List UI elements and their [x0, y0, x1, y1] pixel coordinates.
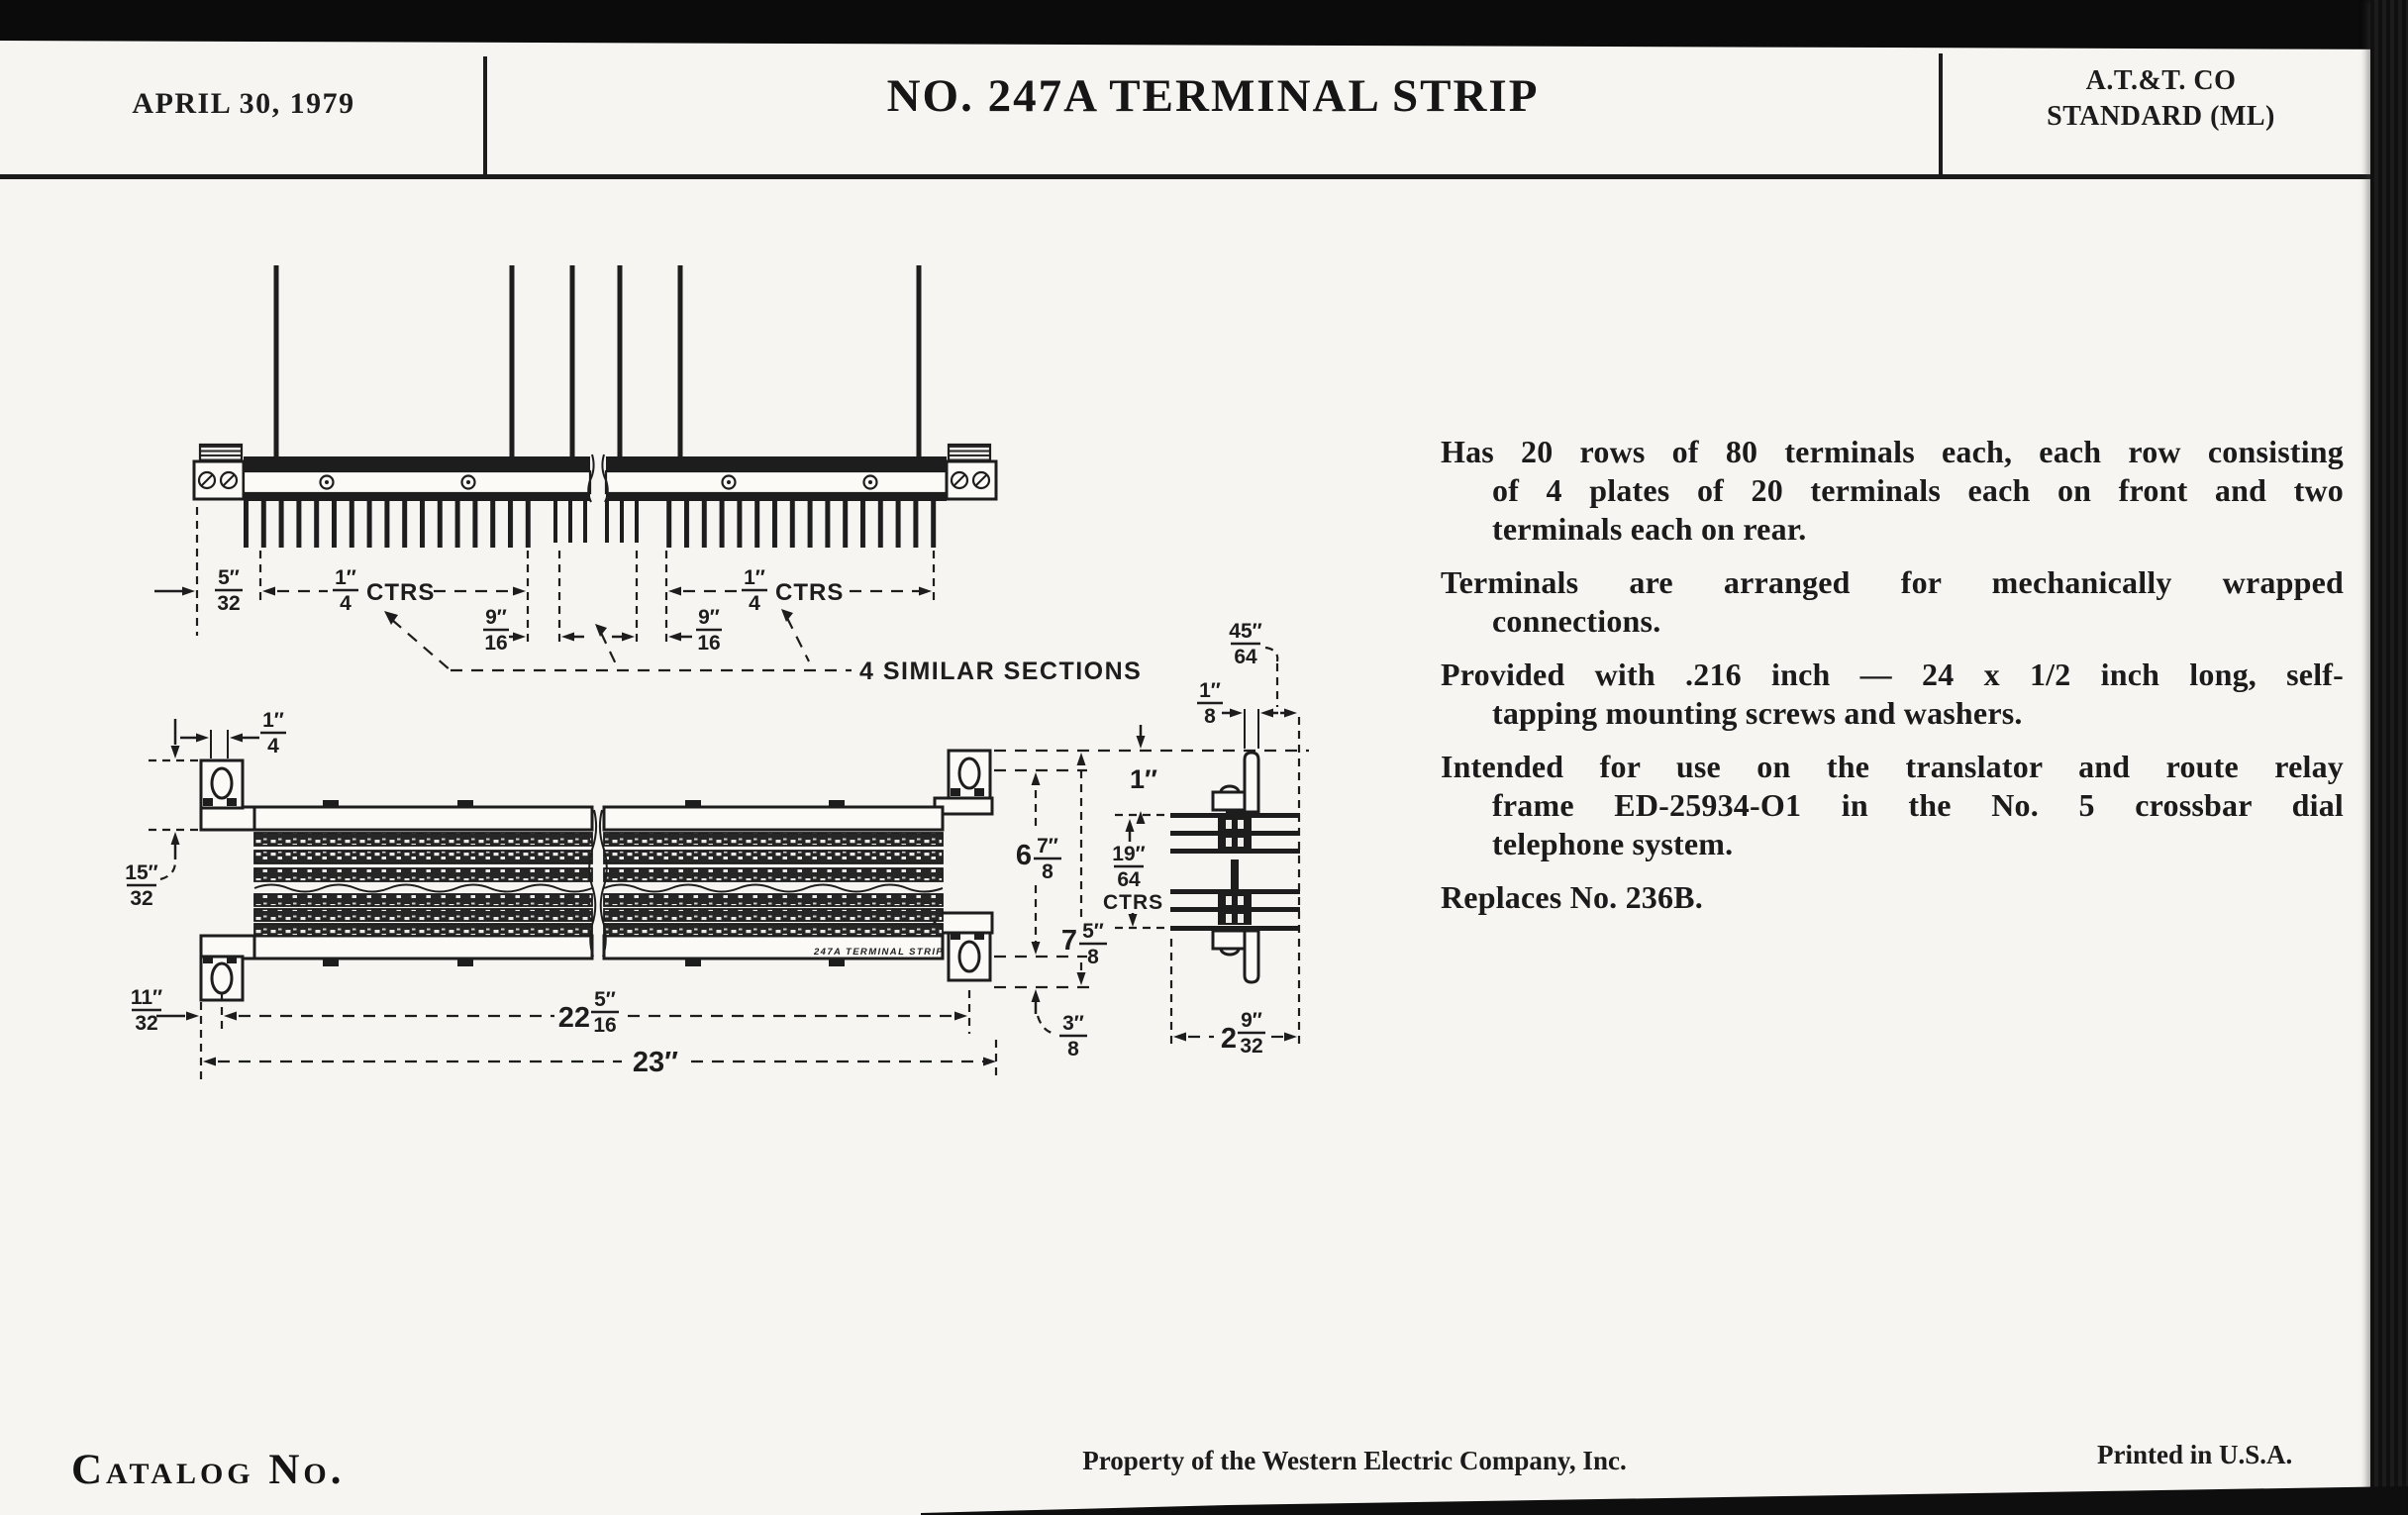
header-rule	[0, 174, 2370, 179]
header-standard	[1965, 63, 2357, 135]
dim-quarter-num: 1″	[262, 709, 284, 732]
header-divider-left	[483, 56, 487, 179]
paragraph-line: Terminals are arranged for mechanically wrapped	[1441, 564, 2344, 600]
dim-1-8-den: 8	[1204, 705, 1216, 728]
dim-7-5-8-whole: 7	[1060, 925, 1077, 957]
technical-drawing	[99, 248, 1356, 1109]
dim-5-32-num: 5″	[218, 566, 240, 589]
dim-22-whole: 22	[557, 1002, 590, 1034]
dim-6-7-8-den: 8	[1042, 860, 1054, 883]
paragraph-line: Has 20 rows of 80 terminals each, each row consisting	[1441, 434, 2344, 469]
dim-6-7-8-num: 7″	[1037, 835, 1058, 858]
dim-11-32-num: 11″	[130, 986, 163, 1009]
dim-9-16-den-right: 16	[697, 632, 721, 655]
paragraph-line: tapping mounting screws and washers.	[1492, 695, 2023, 731]
dim-15-32-num: 15″	[125, 861, 158, 884]
header-standard-line1: A.T.&T. CO	[2085, 65, 2237, 96]
dim-5-32-den: 32	[217, 592, 241, 615]
dim-23: 23″	[632, 1047, 679, 1078]
page-title: NO. 247A TERMINAL STRIP	[886, 70, 1540, 122]
paragraph-line: Replaces No. 236B.	[1441, 879, 1703, 915]
property-notice: Property of the Western Electric Company, Inc.	[1082, 1446, 1627, 1475]
front-view	[201, 751, 992, 1000]
dim-3-8-num: 3″	[1062, 1012, 1084, 1035]
paragraph-line: Intended for use on the translator and route relay	[1441, 749, 2344, 784]
paragraph	[1441, 748, 2344, 863]
dim-quarter-ctrs-num-right: 1″	[744, 566, 765, 589]
dim-quarter-ctrs-den: 4	[340, 592, 351, 615]
paragraph	[1441, 878, 2344, 917]
dim-2-9-32-num: 9″	[1241, 1009, 1262, 1032]
dim-2-9-32-whole: 2	[1220, 1023, 1237, 1055]
dim-22-den: 16	[593, 1014, 617, 1037]
paragraph-line: telephone system.	[1492, 826, 1734, 861]
dim-7-5-8-num: 5″	[1082, 920, 1104, 943]
dim-19-64-den: 64	[1117, 868, 1141, 891]
header-standard-line2: STANDARD (ML)	[2047, 101, 2275, 132]
dim-quarter-ctrs-label-right: CTRS	[775, 579, 845, 606]
catalog-number-label: Catalog No.	[71, 1447, 346, 1493]
dim-9-16-den: 16	[484, 632, 508, 655]
dim-15-32-den: 32	[130, 887, 153, 910]
paragraph	[1441, 433, 2344, 549]
dim-45-64-num: 45″	[1229, 620, 1262, 643]
dim-quarter-den: 4	[267, 735, 279, 758]
top-view	[194, 265, 996, 548]
dim-22-num: 5″	[594, 988, 616, 1011]
dim-9-16-num-right: 9″	[698, 606, 720, 629]
paragraph-line: frame ED-25934-O1 in the No. 5 crossbar dial	[1492, 787, 2344, 823]
header-divider-right	[1939, 53, 1943, 176]
dim-6-7-8-whole: 6	[1015, 840, 1032, 871]
dim-1-inch: 1″	[1130, 764, 1157, 794]
dim-quarter-ctrs-label: CTRS	[366, 579, 436, 606]
dim-19-64-label: CTRS	[1103, 891, 1164, 914]
dim-2-9-32-den: 32	[1240, 1035, 1263, 1058]
dim-quarter-ctrs-den-right: 4	[749, 592, 760, 615]
dim-19-64-num: 19″	[1112, 843, 1146, 865]
dim-45-64-den: 64	[1234, 646, 1257, 668]
paragraph-line: terminals each on rear.	[1492, 511, 1807, 547]
printed-in-usa: Printed in U.S.A.	[2097, 1440, 2293, 1469]
paragraph-line: of 4 plates of 20 terminals each on front and two	[1492, 472, 2344, 508]
scan-edge-right	[2370, 0, 2408, 1515]
dim-quarter-ctrs-num: 1″	[335, 566, 356, 589]
dim-3-8-den: 8	[1067, 1038, 1079, 1060]
dim-11-32-den: 32	[135, 1012, 158, 1035]
paragraph-line: Provided with .216 inch — 24 x 1/2 inch long, self-	[1441, 656, 2344, 692]
side-view-dimensions	[1103, 620, 1299, 1058]
dim-1-8-num: 1″	[1199, 679, 1221, 702]
description-block	[1441, 433, 2344, 932]
paragraph	[1441, 656, 2344, 733]
dim-9-16-num: 9″	[485, 606, 507, 629]
dim-7-5-8-den: 8	[1087, 946, 1099, 968]
paragraph	[1441, 563, 2344, 641]
header-date: APRIL 30, 1979	[132, 87, 355, 120]
note-similar-sections: 4 SIMILAR SECTIONS	[859, 657, 1143, 685]
part-label: 247A TERMINAL STRIP	[814, 947, 945, 958]
paragraph-line: connections.	[1492, 603, 1661, 639]
